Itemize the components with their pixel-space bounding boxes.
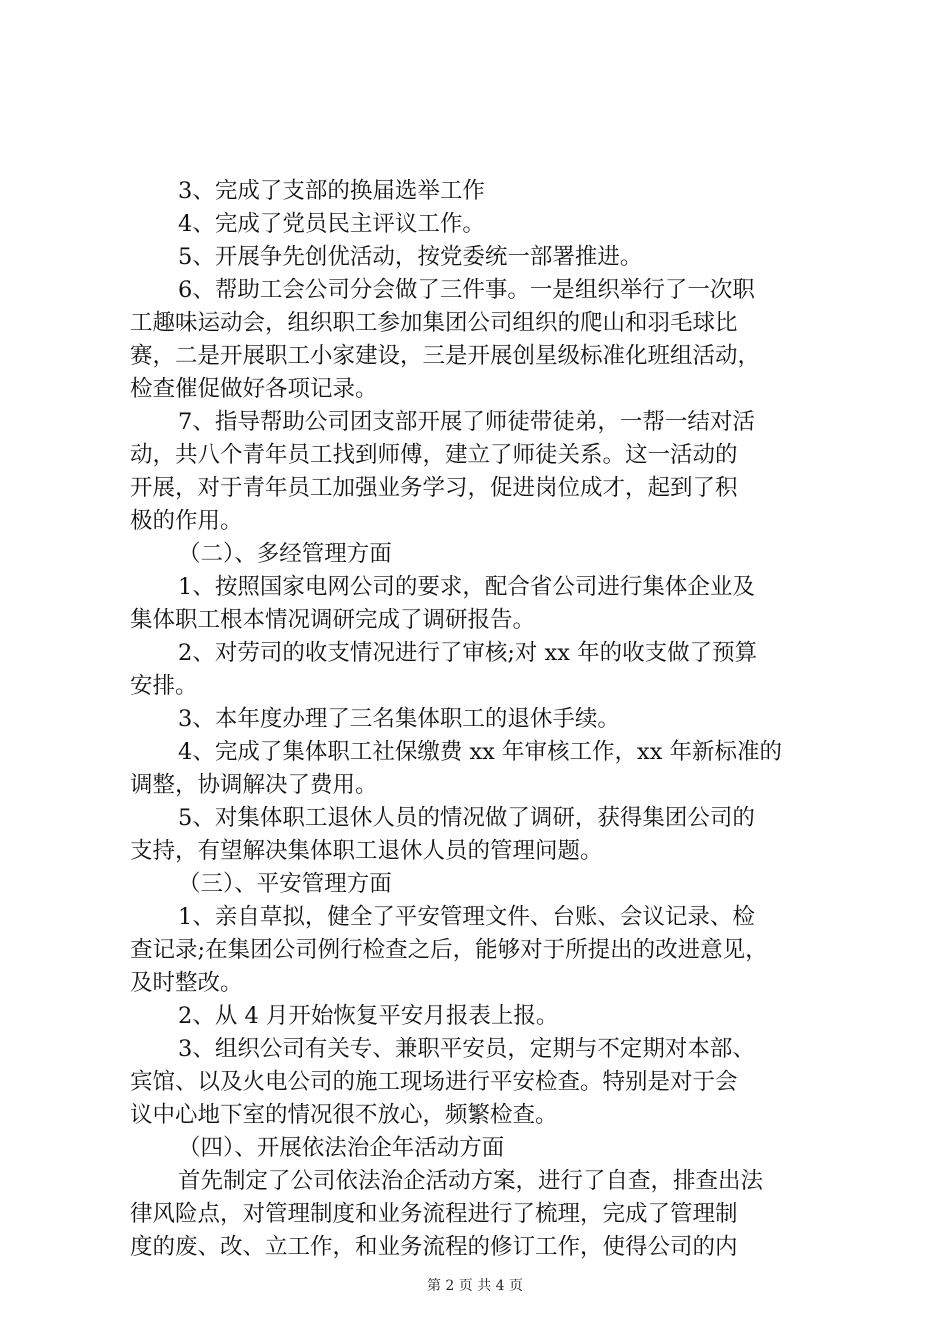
text-line: 查记录;在集团公司例行检查之后，能够对于所提出的改进意见， [130,937,768,963]
text-line: 4、完成了集体职工社保缴费 xx 年审核工作，xx 年新标准的 [178,739,783,765]
text-line: 集体职工根本情况调研完成了调研报告。 [130,607,536,633]
text-line: 度的废、改、立工作，和业务流程的修订工作，使得公司的内 [130,1234,738,1260]
text-line: 7、指导帮助公司团支部开展了师徒带徒弟，一帮一结对活 [178,409,755,435]
text-line: 支持，有望解决集体职工退休人员的管理问题。 [130,838,603,864]
text-line: 安排。 [130,673,198,699]
section-heading: （三）、平安管理方面 [178,871,392,897]
text-line: 1、按照国家电网公司的要求，配合省公司进行集体企业及 [178,574,755,600]
section-heading: （四）、开展依法治企年活动方面 [178,1135,505,1161]
text-line: 5、对集体职工退休人员的情况做了调研，获得集团公司的 [178,805,755,831]
text-line: 议中心地下室的情况很不放心，频繁检查。 [130,1102,558,1128]
section-heading: （二）、多经管理方面 [178,541,392,567]
text-line: 3、本年度办理了三名集体职工的退休手续。 [178,706,620,732]
text-line: 工趣味运动会，组织职工参加集团公司组织的爬山和羽毛球比 [130,310,738,336]
text-line: 及时整改。 [130,970,243,996]
text-line: 2、对劳司的收支情况进行了审核;对 xx 年的收支做了预算 [178,640,758,666]
text-line: 赛，二是开展职工小家建设，三是开展创星级标准化班组活动， [130,343,761,369]
text-line: 3、完成了支部的换届选举工作 [178,178,485,204]
text-line: 开展，对于青年员工加强业务学习，促进岗位成才，起到了积 [130,475,738,501]
text-line: 律风险点，对管理制度和业务流程进行了梳理，完成了管理制 [130,1201,738,1227]
text-line: 5、开展争先创优活动，按党委统一部署推进。 [178,244,643,270]
page-number: 第 2 页 共 4 页 [426,1278,524,1294]
text-line: 调整，协调解决了费用。 [130,772,378,798]
text-line: 1、亲自草拟，健全了平安管理文件、台账、会议记录、检 [178,904,755,930]
text-line: 2、从 4 月开始恢复平安月报表上报。 [178,1003,559,1029]
text-line: 动，共八个青年员工找到师傅，建立了师徒关系。这一活动的 [130,442,738,468]
text-line: 宾馆、以及火电公司的施工现场进行平安检查。特别是对于会 [130,1069,738,1095]
text-line: 极的作用。 [130,508,243,534]
text-line: 检查催促做好各项记录。 [130,376,378,402]
text-line: 6、帮助工会公司分会做了三件事。一是组织举行了一次职 [178,277,755,303]
text-line: 首先制定了公司依法治企活动方案，进行了自查，排查出法 [178,1168,764,1194]
text-line: 4、完成了党员民主评议工作。 [178,211,485,237]
text-line: 3、组织公司有关专、兼职平安员，定期与不定期对本部、 [178,1036,755,1062]
